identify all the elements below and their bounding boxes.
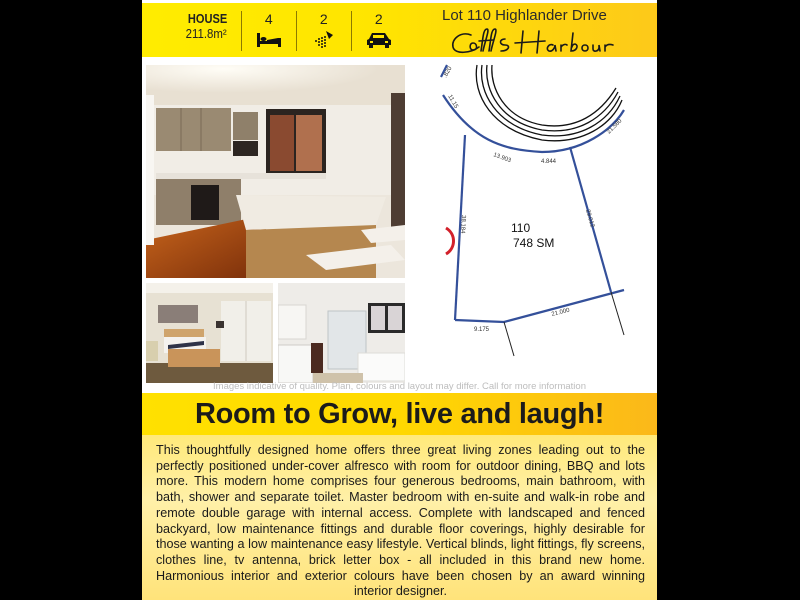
headline-banner (142, 393, 657, 435)
spec-house (180, 11, 241, 51)
brochure-page (142, 0, 657, 600)
property-address: Lot 110 Highlander Drive (442, 7, 607, 24)
garage-count: 2 (374, 11, 383, 27)
spec-bedrooms (241, 11, 296, 51)
property-type: HOUSE (187, 11, 227, 26)
svg-text:11.15: 11.15 (446, 94, 459, 110)
svg-text:13.903: 13.903 (492, 152, 512, 165)
shower-icon (311, 29, 337, 49)
description-box (142, 435, 657, 600)
svg-text:.820: .820 (442, 65, 454, 79)
svg-text:29.012: 29.012 (584, 208, 595, 229)
svg-text:9.175: 9.175 (474, 327, 490, 333)
bedroom-count: 4 (264, 11, 273, 27)
disclaimer-text: Images indicative of quality. Plan, colours and layout may differ. Call for more information (213, 381, 586, 392)
site-plan (430, 60, 660, 380)
bathroom-count: 2 (319, 11, 328, 27)
svg-text:4.844: 4.844 (541, 159, 557, 165)
property-area: 211.8m² (185, 26, 227, 41)
bedroom-photo (146, 283, 273, 383)
spec-bathrooms (296, 11, 351, 51)
car-icon (366, 29, 392, 49)
bathroom-photo (278, 283, 405, 383)
svg-text:38.184: 38.184 (459, 214, 466, 234)
spec-garages (351, 11, 406, 51)
svg-text:21.000: 21.000 (551, 307, 571, 318)
bed-icon (256, 29, 282, 49)
kitchen-photo (146, 65, 405, 278)
headline: Room to Grow, live and laugh! (194, 398, 605, 430)
header-bar (142, 3, 657, 57)
svg-text:21.580: 21.580 (606, 118, 624, 136)
description-text: This thoughtfully designed home offers three great living zones leading out to the perfectly positioned under-cover alfresco with room for outdoor dining, BBQ and lots more. This modern home comprises four generous bedrooms, main bathroom, with bath, shower and separate toilet. Master bedroom with en-suite and walk-in robe and remote double garage with internal access. Complete with landscaped and fenced backyard, low maintenance fittings and durable floor coverings, highly desirable for those wanting a low maintenance easy lifestyle. Vertical blinds, light fittings, fly screens, clothes line, tv antenna, brick letter box - all included in this brand new home. Harmonious interior and exterior colours have been chosen by an award winning interior designer. (156, 443, 645, 599)
suburb-script-logo (449, 25, 619, 57)
property-specs (180, 11, 406, 51)
lot-area: 748 SM (513, 236, 555, 250)
lot-number: 110 (511, 221, 531, 235)
